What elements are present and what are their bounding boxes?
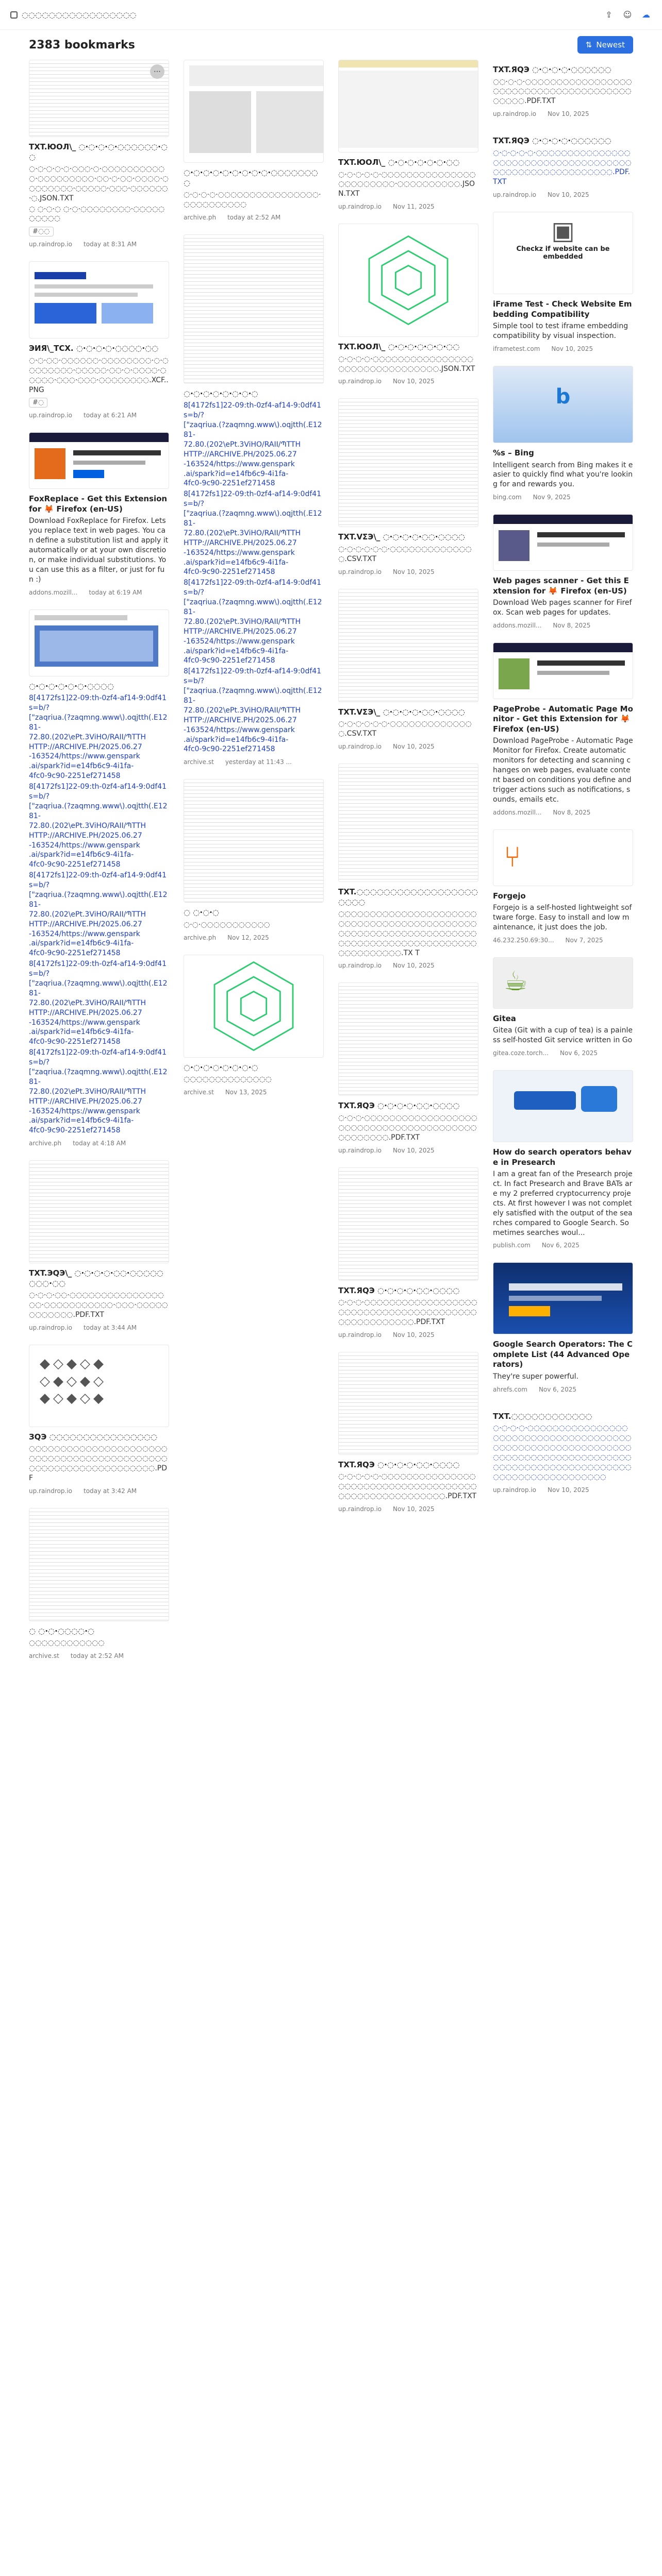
bookmark-thumbnail	[29, 432, 169, 489]
bookmark-card[interactable]	[29, 1508, 169, 1659]
bookmark-date: Nov 10, 2025	[393, 743, 435, 751]
bookmark-thumbnail	[338, 982, 478, 1096]
bookmark-title: TXT.◌◌◌◌◌◌◌◌◌◌◌◌◌◌◌◌◌◌◌◌◌◌	[338, 887, 478, 907]
bookmark-meta	[493, 809, 633, 816]
bookmark-meta	[338, 568, 478, 575]
bookmark-desc-repeat: 8[4172fs1]22-09:th-0zf4-af14-9:0df41s=b/? ["zaqriua.(?zaqmng.www\).oqjtth(.E1281- 72.80.(202\ePt.3ViHO/RAII/ՊTTH HTTP://ARCHIVE.PH/2025.06.27 -163524/https://www.genspark .ai/spark?id=e14fb6c9-4i1fa- 4fc0-9c90-2251ef271458	[184, 579, 322, 665]
bookmark-site: up.raindrop.io	[338, 962, 382, 970]
bookmark-title: TXT.◌◌◌◌◌◌◌◌◌◌◌◌	[493, 1411, 592, 1421]
bookmark-date: Nov 7, 2025	[565, 936, 603, 944]
bookmark-site: up.raindrop.io	[338, 1505, 382, 1513]
bookmark-meta	[338, 1147, 478, 1154]
bookmark-thumbnail	[493, 514, 633, 571]
brand-label: ◌◌◌◌◌◌◌◌◌◌◌◌◌◌◌◌◌	[22, 10, 137, 20]
bookmark-card[interactable]	[338, 982, 478, 1154]
embed-check-preview	[493, 212, 633, 265]
grid-column	[184, 60, 324, 1673]
bookmark-title: TXT.ЯQЭ ◌·◌·◌·◌·◌◌◌◌◌◌	[493, 136, 611, 146]
grid-column	[29, 60, 169, 1673]
bookmark-thumbnail	[493, 1262, 633, 1334]
bookmark-card[interactable]	[493, 1262, 633, 1393]
bookmark-meta	[29, 1140, 169, 1147]
bing-logo-icon: b	[555, 385, 571, 409]
bookmark-meta	[338, 378, 478, 385]
bookmark-desc-repeat: 8[4172fs1]22-09:th-0zf4-af14-9:0df41s=b/? ["zaqriua.(?zaqmng.www\).oqjtth(.E1281- 72.80.(202\ePt.3ViHO/RAII/ՊTTH HTTP://ARCHIVE.PH/2025.06.27 -163524/https://www.genspark .ai/spark?id=e14fb6c9-4i1fa- 4fc0-9c90-2251ef271458	[29, 783, 168, 869]
bookmark-title: TXT.ЯQЭ ◌·◌·◌·◌·◌◌·◌◌◌◌	[338, 1460, 460, 1469]
bookmark-site: up.raindrop.io	[29, 1487, 72, 1495]
bookmark-date: Nov 10, 2025	[393, 378, 435, 385]
bookmark-site: archive.ph	[29, 1140, 62, 1147]
sort-newest-button[interactable]	[577, 36, 633, 54]
screenshot-preview	[29, 433, 169, 489]
bookmark-date: Nov 10, 2025	[393, 1505, 435, 1513]
bookmark-thumbnail	[338, 398, 478, 527]
bookmark-meta	[29, 241, 169, 248]
bookmark-thumbnail	[29, 609, 169, 676]
bookmark-desc: ◌·◌·◌·◌·◌·◌·◌◌◌◌◌◌◌◌◌◌◌◌◌◌.CSV.TXT	[338, 545, 472, 563]
bookmark-site: iframetest.com	[493, 345, 540, 353]
bookmark-card[interactable]	[29, 609, 169, 1147]
bookmark-site: up.raindrop.io	[338, 743, 382, 751]
bookmark-meta	[29, 589, 169, 596]
bookmark-title: Forgejo	[493, 891, 526, 901]
bookmark-thumbnail	[493, 1070, 633, 1142]
bookmark-meta	[493, 1242, 633, 1249]
bookmark-meta	[184, 214, 324, 221]
bookmark-title: TXT.ЮOЛ\_ ◌·◌·◌·◌·◌·◌·◌◌	[338, 158, 460, 167]
bookmark-date: Nov 8, 2025	[553, 621, 591, 629]
share-icon[interactable]: ⇪	[605, 10, 613, 20]
bookmark-title: TXT.ЯQЭ ◌·◌·◌·◌·◌◌◌◌◌◌	[493, 65, 611, 74]
bookmark-desc: ◌◌◌◌◌◌◌◌◌◌◌◌◌◌	[184, 1075, 272, 1084]
bookmark-desc: ◌·◌·◌·◌·◌·◌◌◌◌◌◌◌◌◌◌◌◌◌◌◌◌◌◌◌◌◌◌◌◌◌◌◌◌◌◌◌◌◌◌◌◌◌◌◌◌◌◌◌◌◌◌◌◌◌◌◌◌◌◌◌◌.PDF.TXT	[493, 148, 632, 187]
bookmark-meta	[184, 934, 324, 941]
collection-icon	[10, 11, 18, 19]
bookmark-desc: ◌·◌·◌◌◌◌◌◌◌◌◌◌◌	[184, 920, 270, 929]
bookmark-thumbnail	[338, 224, 478, 337]
bookmark-desc-repeat: 8[4172fs1]22-09:th-0zf4-af14-9:0df41s=b/? ["zaqriua.(?zaqmng.www\).oqjtth(.E1281- 72.80.(202\ePt.3ViHO/RAII/ՊTTH HTTP://ARCHIVE.PH/2025.06.27 -163524/https://www.genspark .ai/spark?id=e14fb6c9-4i1fa- 4fc0-9c90-2251ef271458	[29, 960, 168, 1046]
bookmark-card[interactable]	[184, 60, 324, 221]
sub-bar	[0, 30, 662, 60]
bookmark-desc-repeat: 8[4172fs1]22-09:th-0zf4-af14-9:0df41s=b/? ["zaqriua.(?zaqmng.www\).oqjtth(.E1281- 72.80.(202\ePt.3ViHO/RAII/ՊTTH HTTP://ARCHIVE.PH/2025.06.27 -163524/https://www.genspark .ai/spark?id=e14fb6c9-4i1fa- 4fc0-9c90-2251ef271458	[29, 1048, 168, 1135]
bookmark-thumbnail	[493, 642, 633, 699]
bookmark-title: Google Search Operators: The Complete List (44 Advanced Operators)	[493, 1340, 633, 1369]
tag[interactable]: #◌◌	[29, 227, 54, 236]
screenshot-preview	[493, 643, 633, 699]
bookmark-meta	[29, 1652, 169, 1659]
bookmark-meta	[29, 1487, 169, 1495]
gitea-logo-icon: ☕	[504, 965, 528, 997]
bookmark-grid	[0, 60, 662, 1673]
bookmark-desc: ◌◌◌◌◌◌◌◌◌◌◌◌◌◌◌◌◌◌◌◌◌◌◌◌◌◌◌◌◌◌◌◌◌◌◌◌◌◌◌◌◌◌◌◌◌◌◌◌◌◌◌◌◌◌◌◌◌◌◌◌◌◌◌◌◌◌◌◌◌◌◌◌◌◌◌◌◌◌◌◌◌◌◌◌◌◌◌◌◌◌◌◌◌◌◌◌◌◌.TX T	[338, 910, 477, 957]
bookmark-desc: Gitea (Git with a cup of tea) is a painless self-hosted Git service written in Go	[493, 1026, 633, 1045]
bookmark-thumbnail	[29, 1345, 169, 1427]
tag-list	[29, 227, 169, 236]
bookmark-desc-repeat: 8[4172fs1]22-09:th-0zf4-af14-9:0df41s=b/? ["zaqriua.(?zaqmng.www\).oqjtth(.E1281- 72.80.(202\ePt.3ViHO/RAII/ՊTTH HTTP://ARCHIVE.PH/2025.06.27 -163524/https://www.genspark .ai/spark?id=e14fb6c9-4i1fa- 4fc0-9c90-2251ef271458	[184, 667, 322, 754]
bookmark-title: TXT.ЯQЭ ◌·◌·◌·◌·◌◌·◌◌◌◌	[338, 1285, 460, 1295]
bookmark-desc: Download PageProbe - Automatic Page Monitor for Firefox. Create automatic monitors for detecting and scanning changes on web pages, evaluate content based on conditions you define and trigger actions such as notifications, sounds, emails etc.	[493, 737, 633, 804]
bookmark-thumbnail	[493, 829, 633, 886]
bookmark-desc: Simple tool to test iframe embedding compatibility by visual inspection.	[493, 322, 628, 341]
bookmark-date: Nov 8, 2025	[553, 808, 591, 816]
bookmark-meta	[493, 494, 633, 501]
bookmark-meta	[29, 412, 169, 419]
bookmark-site: archive.st	[184, 1089, 214, 1096]
grid-column	[493, 60, 633, 1673]
bookmark-card[interactable]	[493, 212, 633, 352]
bookmark-card[interactable]	[184, 779, 324, 941]
bookmark-thumbnail	[493, 957, 633, 1009]
bookmark-title: ◌ ◌·◌·◌◌◌◌·◌	[29, 1626, 95, 1636]
bookmark-card[interactable]	[493, 60, 633, 117]
bookmark-site: up.raindrop.io	[338, 1146, 382, 1154]
bookmark-date: Nov 6, 2025	[538, 1385, 576, 1393]
bookmark-date: today at 2:52 AM	[227, 213, 281, 221]
bookmark-title: How do search operators behave in Presearch	[493, 1147, 632, 1167]
bookmark-site: gitea.coze.torch...	[493, 1049, 549, 1057]
bookmark-site: up.raindrop.io	[493, 191, 536, 199]
top-bar	[0, 0, 662, 30]
bookmark-card[interactable]	[338, 589, 478, 750]
bookmark-card[interactable]	[493, 1070, 633, 1249]
bookmark-date: today at 4:18 AM	[73, 1140, 126, 1147]
bookmark-thumbnail	[493, 212, 633, 294]
bookmark-meta	[493, 110, 633, 117]
bookmark-date: Nov 10, 2025	[393, 568, 435, 575]
bookmark-desc: ◌◌·◌·◌·◌◌◌◌◌◌◌◌◌◌◌◌◌◌◌◌◌◌◌◌◌◌◌◌◌◌◌◌◌◌◌◌◌◌◌◌◌◌◌◌◌◌◌◌.PDF.TXT	[493, 77, 632, 106]
bookmark-date: Nov 10, 2025	[393, 1331, 435, 1338]
bookmark-desc-repeat: 8[4172fs1]22-09:th-0zf4-af14-9:0df41s=b/? ["zaqriua.(?zaqmng.www\).oqjtth(.E1281- 72.80.(202\ePt.3ViHO/RAII/ՊTTH HTTP://ARCHIVE.PH/2025.06.27 -163524/https://www.genspark .ai/spark?id=e14fb6c9-4i1fa- 4fc0-9c90-2251ef271458	[29, 871, 168, 958]
bookmark-title: %s – Bing	[493, 448, 534, 458]
bookmark-thumbnail	[338, 1167, 478, 1281]
bookmark-title: TXT.VΣЭ\_ ◌·◌·◌·◌·◌◌·◌◌◌◌	[338, 707, 465, 717]
bookmark-card[interactable]	[493, 366, 633, 501]
bookmark-desc: ◌·◌·◌·◌·◌·◌◌◌◌◌◌◌◌◌◌◌◌◌◌◌◌◌◌◌◌◌◌◌◌◌◌◌◌◌◌◌◌◌◌◌◌◌◌◌◌◌◌◌◌◌◌◌◌◌◌◌◌◌◌.PDF.TXT	[338, 1472, 477, 1501]
bookmark-site: up.raindrop.io	[29, 1324, 72, 1331]
bookmark-desc: ◌·◌·◌·◌·◌◌◌◌◌◌◌◌◌◌◌◌◌◌◌◌◌◌◌◌◌◌◌◌◌◌◌◌◌◌◌◌.JSON.TXT	[338, 354, 475, 373]
bookmark-site: archive.st	[184, 758, 214, 766]
bookmark-card[interactable]	[184, 234, 324, 766]
bookmark-title: ◌·◌·◌·◌·◌·◌·◌◌◌◌	[29, 681, 114, 691]
brand[interactable]	[10, 10, 137, 20]
grid-column	[338, 60, 478, 1673]
bookmark-thumbnail	[493, 366, 633, 443]
bookmark-card[interactable]	[493, 1406, 633, 1494]
bookmark-card[interactable]	[184, 955, 324, 1096]
bookmark-title: ЭИЯ\_TCX. ◌·◌·◌·◌·◌◌◌◌·◌◌	[29, 344, 159, 353]
bookmark-site: addons.mozill...	[493, 808, 542, 816]
bookmark-card[interactable]	[29, 1160, 169, 1331]
bookmark-meta	[493, 345, 633, 352]
profile-icon[interactable]: ☺	[623, 10, 632, 20]
bookmark-count: 2383 bookmarks	[29, 38, 135, 52]
bookmark-date: Nov 10, 2025	[393, 1146, 435, 1154]
bookmark-site: addons.mozill...	[493, 621, 542, 629]
bookmark-meta	[493, 1049, 633, 1057]
bookmark-site: up.raindrop.io	[493, 1486, 536, 1494]
glyph-preview: ◆◇◆◇◆ ◇◆◇◆◇ ◆◇◆◇◆	[40, 1355, 107, 1406]
bookmark-site: 46.232.250.69:30...	[493, 936, 554, 944]
bookmark-desc: ◌·◌·◌·◌·◌·◌◌◌◌◌◌◌◌◌◌◌◌◌◌◌◌◌◌◌◌◌◌◌◌·◌◌◌◌◌◌◌◌◌◌.JSON.TXT	[338, 170, 476, 198]
bookmark-card[interactable]	[29, 432, 169, 596]
bookmark-site: publish.com	[493, 1242, 531, 1249]
bookmark-thumbnail	[338, 1352, 478, 1455]
bookmark-title: TXT.VΣЭ\_ ◌·◌·◌·◌·◌◌·◌◌◌◌	[338, 532, 465, 542]
bookmark-site: up.raindrop.io	[338, 203, 382, 211]
bookmark-desc: ◌·◌·◌·◌◌◌◌◌◌◌◌◌◌◌◌◌◌◌◌◌◌◌◌◌◌◌◌◌◌◌◌◌◌◌◌◌◌◌◌◌◌◌◌◌◌◌◌◌◌◌◌.PDF.TXT	[338, 1113, 477, 1142]
bookmark-card[interactable]	[338, 60, 478, 210]
sort-label: Newest	[596, 40, 625, 49]
bookmark-site: archive.ph	[184, 934, 217, 941]
bookmark-card[interactable]	[338, 224, 478, 385]
cloud-icon[interactable]: ☁	[642, 10, 650, 20]
bookmark-date: Nov 10, 2025	[393, 962, 435, 970]
bookmark-date: Nov 13, 2025	[225, 1089, 267, 1096]
bookmark-desc: ◌◌◌◌◌◌◌◌◌◌◌◌	[29, 1639, 105, 1648]
bookmark-title: TXT.ЮOЛ\_ ◌·◌·◌·◌·◌·◌·◌◌	[338, 342, 460, 352]
bookmark-meta	[493, 1486, 633, 1494]
more-icon[interactable]: ⋯	[150, 64, 164, 79]
top-actions	[603, 9, 652, 21]
bookmark-desc: ◌·◌·◌·◌◌·◌◌◌◌◌◌◌◌◌◌◌◌◌◌◌◌◌·◌◌◌◌◌◌◌◌◌◌◌·◌◌◌·◌◌◌◌◌◌◌◌◌◌◌◌.PDF.TXT	[29, 1291, 168, 1319]
tag[interactable]: #◌	[29, 398, 47, 408]
embed-check-caption: Checkz if website can be embedded	[516, 245, 610, 261]
bookmark-title: ◌·◌·◌·◌·◌·◌·◌·◌	[184, 1062, 258, 1072]
bookmark-date: Nov 10, 2025	[548, 1486, 589, 1494]
bookmark-desc-repeat: 8[4172fs1]22-09:th-0zf4-af14-9:0df41s=b/? ["zaqriua.(?zaqmng.www\).oqjtth(.E1281- 72.80.(202\ePt.3ViHO/RAII/ՊTTH HTTP://ARCHIVE.PH/2025.06.27 -163524/https://www.genspark .ai/spark?id=e14fb6c9-4i1fa- 4fc0-9c90-2251ef271458	[184, 490, 322, 577]
bookmark-date: today at 8:31 AM	[84, 241, 137, 248]
bookmark-meta	[184, 758, 324, 766]
bookmark-site: up.raindrop.io	[29, 412, 72, 419]
bookmark-title: ◌ ◌·◌·◌	[184, 908, 219, 918]
bookmark-card[interactable]	[29, 60, 169, 248]
bookmark-card[interactable]	[493, 514, 633, 629]
bookmark-meta	[184, 1089, 324, 1096]
bookmark-date: today at 3:44 AM	[84, 1324, 137, 1331]
bookmark-desc: 8[4172fs1]22-09:th-0zf4-af14-9:0df41s=b/? ["zaqriua.(?zaqmng.www\).oqjtth(.E1281- 72.80.(202\ePt.3ViHO/RAII/ՊTTH HTTP://ARCHIVE.PH/2025.06.27 -163524/https://www.genspark .ai/spark?id=e14fb6c9-4i1fa- 4fc0-9c90-2251ef271458	[29, 694, 168, 781]
bookmark-meta	[338, 962, 478, 969]
bookmark-date: yesterday at 11:43 ...	[225, 758, 292, 766]
bookmark-site: up.raindrop.io	[29, 241, 72, 248]
search-help-preview	[493, 1071, 633, 1142]
bookmark-site: bing.com	[493, 494, 522, 501]
bookmark-meta	[338, 743, 478, 750]
frame-icon: ▣	[551, 216, 575, 246]
bookmark-extra: ◌ ◌·◌·◌ ◌·◌·◌◌◌◌◌◌◌◌·◌◌◌◌◌◌◌◌◌◌	[29, 205, 165, 223]
bookmark-date: Nov 6, 2025	[560, 1049, 598, 1057]
bookmark-thumbnail	[184, 60, 324, 163]
bookmark-site: ahrefs.com	[493, 1385, 527, 1393]
bookmark-title: ЗQЭ ◌◌◌◌◌◌◌◌◌◌◌◌◌◌◌◌	[29, 1432, 158, 1442]
bookmark-card[interactable]	[493, 642, 633, 816]
bookmark-desc: Intelligent search from Bing makes it easier to quickly find what you're looking for and rewards you.	[493, 461, 633, 489]
bookmark-meta	[338, 203, 478, 210]
screenshot-preview	[29, 262, 169, 338]
bookmark-card[interactable]	[493, 829, 633, 944]
bookmark-desc: Download Web pages scanner for Firefox. Scan web pages for updates.	[493, 599, 632, 617]
bookmark-meta	[493, 191, 633, 198]
bookmark-date: Nov 10, 2025	[548, 191, 589, 199]
hex-pattern-icon	[205, 957, 303, 1055]
bookmark-meta	[493, 937, 633, 944]
bookmark-meta	[338, 1331, 478, 1338]
bookmark-title: Web pages scanner - Get this Extension for 🦊 Firefox (en-US)	[493, 576, 629, 596]
bookmark-thumbnail	[338, 60, 478, 152]
bookmark-meta	[29, 1324, 169, 1331]
bookmark-meta	[493, 622, 633, 629]
bookmark-card[interactable]	[493, 131, 633, 198]
bookmark-title: Gitea	[493, 1013, 516, 1023]
bookmark-site: up.raindrop.io	[338, 568, 382, 575]
bookmark-meta	[338, 1505, 478, 1513]
bookmark-desc: ◌·◌·◌·◌·◌·◌◌◌·◌·◌◌◌◌◌◌◌◌◌◌◌·◌◌◌◌◌◌◌◌◌·◌◌·◌·◌◌·◌◌◌◌·◌◌◌◌◌◌◌◌·◌◌◌◌◌·◌◌◌·◌◌◌◌◌◌·◌.JSON.TXT	[29, 165, 169, 202]
bookmark-title: iFrame Test - Check Website Embedding Compatibility	[493, 299, 632, 319]
bookmark-date: today at 2:52 AM	[70, 1652, 124, 1660]
bookmark-title: TXT.ЯQЭ ◌·◌·◌·◌·◌◌·◌◌◌◌	[338, 1101, 460, 1111]
bookmark-date: today at 3:42 AM	[84, 1487, 137, 1495]
bookmark-title: FoxReplace - Get this Extension for 🦊 Firefox (en-US)	[29, 494, 168, 514]
forgejo-logo-icon: ⑂	[504, 840, 521, 874]
bookmark-title: ◌·◌·◌·◌·◌·◌·◌·◌	[184, 388, 258, 398]
screenshot-preview	[184, 60, 323, 163]
bookmark-desc: ◌·◌·◌◌·◌◌◌◌◌◌·◌◌◌◌◌◌◌◌·◌·◌◌◌◌◌◌◌◌·◌◌◌◌◌·◌◌·◌·◌◌◌◌·◌◌◌◌◌·◌◌◌·◌◌◌·◌◌◌◌◌◌◌◌.XCF..PNG	[29, 356, 169, 394]
screenshot-preview	[339, 60, 478, 152]
screenshot-preview	[493, 1263, 633, 1334]
bookmark-desc: Forgejo is a self-hosted lightweight software forge. Easy to install and low maintenance, it just does the job.	[493, 904, 632, 931]
bookmark-date: Nov 11, 2025	[393, 203, 435, 211]
bookmark-title: TXT.ЭQЭ\_ ◌·◌·◌·◌·◌◌·◌◌◌◌◌◌◌◌·◌◌	[29, 1268, 163, 1288]
bookmark-thumbnail	[184, 234, 324, 384]
bookmark-thumbnail	[29, 60, 169, 137]
bookmark-date: Nov 10, 2025	[551, 345, 593, 353]
bookmark-thumbnail	[29, 1508, 169, 1621]
bookmark-site: up.raindrop.io	[338, 378, 382, 385]
bookmark-desc: ◌·◌·◌·◌◌◌◌◌◌◌◌◌◌◌◌◌◌◌◌◌◌◌◌◌◌◌◌◌◌◌◌◌◌◌◌◌◌◌◌◌◌◌◌◌◌◌◌◌◌◌◌◌◌◌◌.PDF.TXT	[338, 1298, 477, 1326]
bookmark-thumbnail	[184, 779, 324, 903]
bookmark-card[interactable]	[29, 1345, 169, 1495]
bookmark-site: addons.mozill...	[29, 588, 78, 596]
bookmark-site: up.raindrop.io	[338, 1331, 382, 1338]
bookmark-date: Nov 6, 2025	[541, 1242, 580, 1249]
bookmark-card[interactable]	[338, 398, 478, 575]
bookmark-date: today at 6:21 AM	[84, 412, 137, 419]
bookmark-meta	[493, 1386, 633, 1393]
bookmark-desc: ◌◌◌◌◌◌◌◌◌◌◌◌◌◌◌◌◌◌◌◌◌◌◌◌◌◌◌◌◌◌◌◌◌◌◌◌◌◌◌◌◌◌◌◌◌◌◌◌◌◌◌◌◌◌◌◌◌◌◌◌◌◌◌◌.PDF	[29, 1445, 168, 1483]
bookmark-date: Nov 9, 2025	[533, 494, 571, 501]
bookmark-card[interactable]	[338, 1352, 478, 1513]
screenshot-preview	[493, 515, 633, 571]
hex-pattern-icon	[359, 231, 457, 329]
bookmark-desc: ◌·◌·◌·◌·◌·◌·◌◌◌◌◌◌◌◌◌◌◌◌◌◌.CSV.TXT	[338, 720, 472, 738]
bookmark-desc: ◌·◌·◌·◌·◌◌◌◌◌◌◌◌◌◌◌◌◌◌◌◌·◌◌◌◌◌◌◌◌◌◌	[184, 191, 321, 209]
bookmark-date: Nov 12, 2025	[227, 934, 269, 941]
bookmark-card[interactable]	[338, 1167, 478, 1338]
bookmark-thumbnail	[338, 589, 478, 702]
bookmark-title: PageProbe - Automatic Page Monitor - Get this Extension for 🦊 Firefox (en-US)	[493, 704, 633, 734]
sort-icon: ⇅	[585, 40, 592, 49]
tag-list	[29, 398, 169, 408]
bookmark-thumbnail	[184, 955, 324, 1058]
bookmark-title: TXT.ЮOЛ\_ ◌·◌·◌·◌·◌◌◌◌◌◌·◌◌	[29, 142, 168, 162]
bookmark-thumbnail	[29, 1160, 169, 1263]
bookmark-site: archive.ph	[184, 213, 217, 221]
bookmark-desc: I am a great fan of the Presearch project. In fact Presearch and Brave BATs are my 2 preferred cryptocurrency projects. At first however I was not completely satisfied with the output of the searches compared to Google Search. Sometimes searches woul...	[493, 1170, 633, 1237]
bookmark-date: today at 6:19 AM	[89, 588, 142, 596]
bookmark-card[interactable]	[338, 764, 478, 969]
bookmark-title: ◌·◌·◌·◌·◌·◌·◌·◌·◌·◌◌◌◌◌◌◌◌	[184, 168, 318, 188]
bookmark-desc: They're super powerful.	[493, 1372, 578, 1381]
bookmark-desc: 8[4172fs1]22-09:th-0zf4-af14-9:0df41s=b/? ["zaqriua.(?zaqmng.www\).oqjtth(.E1281- 72.80.(202\ePt.3ViHO/RAII/ՊTTH HTTP://ARCHIVE.PH/2025.06.27 -163524/https://www.genspark .ai/spark?id=e14fb6c9-4i1fa- 4fc0-9c90-2251ef271458	[184, 401, 322, 488]
bookmark-thumbnail	[29, 261, 169, 338]
bookmark-thumbnail	[338, 764, 478, 882]
bookmark-desc: Download FoxReplace for Firefox. Lets you replace text in web pages. You can define a substitution list and apply it automatically or at your own discretion, or make individual substitutions. You can use this as a filter, or just for fun :)	[29, 517, 169, 584]
bookmark-desc: ◌·◌·◌·◌·◌◌◌◌◌◌◌◌◌◌◌◌◌◌◌◌◌◌◌◌◌◌◌◌◌◌◌◌◌◌◌◌◌◌◌◌◌◌◌◌◌◌◌◌◌◌◌◌◌◌◌◌◌◌◌◌◌◌◌◌◌◌◌◌◌◌◌◌◌◌◌◌◌◌◌◌◌◌◌◌◌◌◌◌◌◌◌◌◌◌◌◌◌◌◌◌◌◌◌◌◌◌◌◌◌◌◌◌◌◌◌◌◌◌◌◌◌◌◌◌◌◌	[493, 1424, 632, 1481]
bookmark-date: Nov 10, 2025	[548, 110, 589, 118]
bookmark-card[interactable]	[493, 957, 633, 1057]
screenshot-preview	[29, 610, 169, 676]
bookmark-site: up.raindrop.io	[493, 110, 536, 118]
bookmark-site: archive.st	[29, 1652, 59, 1660]
bookmark-card[interactable]	[29, 261, 169, 419]
